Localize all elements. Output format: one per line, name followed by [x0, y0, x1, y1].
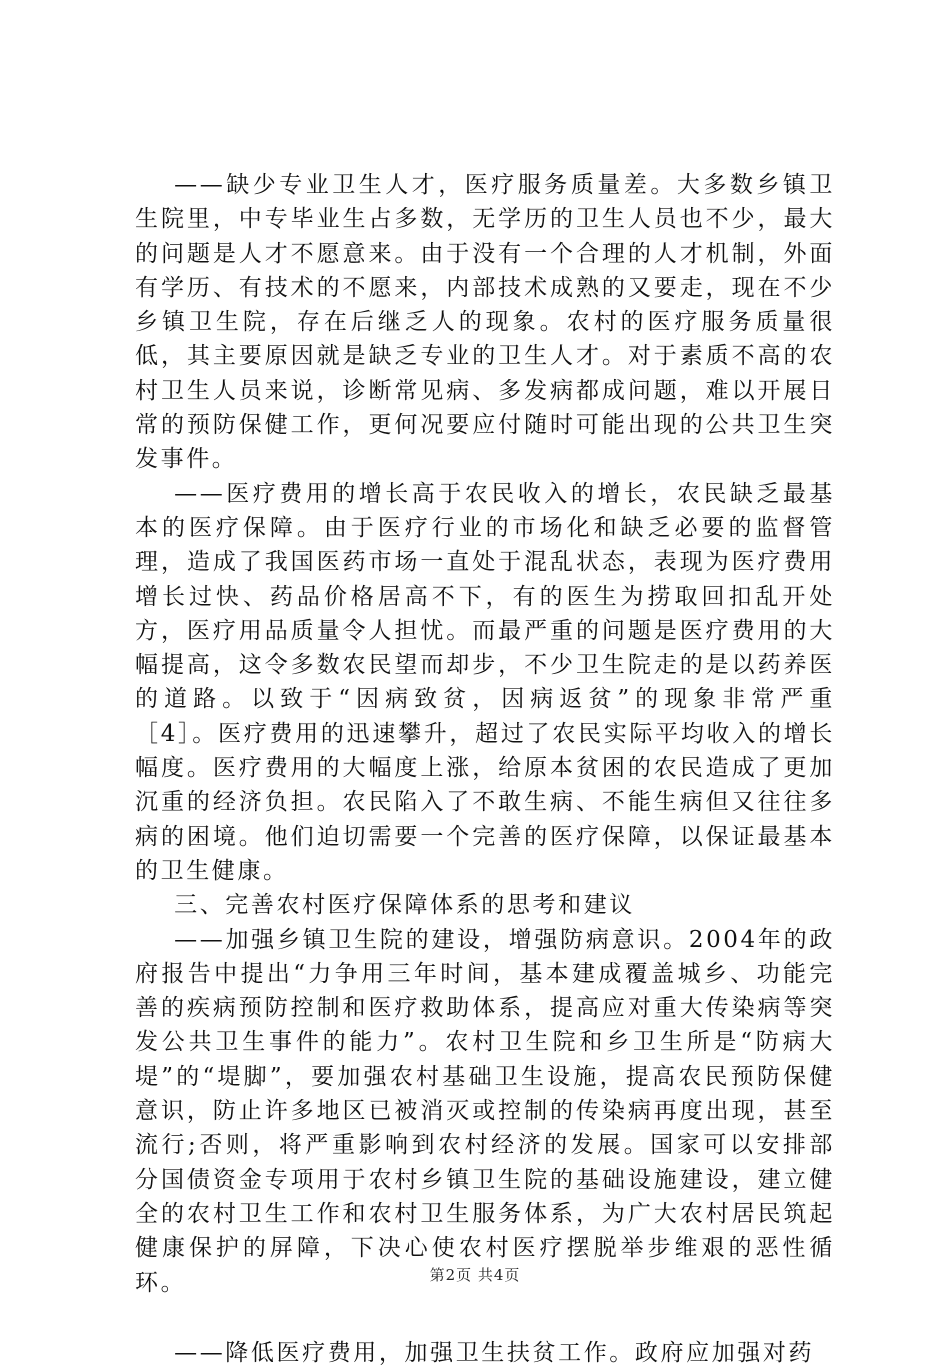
page-number-footer: 第2页 共4页: [429, 1266, 521, 1284]
section-heading: 三、完善农村医疗保障体系的思考和建议: [174, 892, 635, 919]
paragraph-spacer: [135, 1300, 835, 1336]
paragraph-medical-costs: ——医疗费用的增长高于农民收入的增长，农民缺乏最基本的医疗保障。由于医疗行业的市场化和缺乏必要的监督管理，造成了我国医药市场一直处于混乱状态，表现为医疗费用增长过快、药品价格居高不下，有的医生为捞取回扣乱开处方，医疗用品质量令人担忧。而最严重的问题是医疗费用的大幅提高，这令多数农民望而却步，不少卫生院走的是以药养医的道路。以致于“因病致贫，因病返贫”的现象非常严重［4］。医疗费用的迅速攀升，超过了农民实际平均收入的增长幅度。医疗费用的大幅度上涨，给原本贫困的农民造成了更加沉重的经济负担。农民陷入了不敢生病、不能生病但又往往多病的困境。他们迫切需要一个完善的医疗保障，以保证最基本的卫生健康。: [135, 480, 835, 884]
paragraph-staff-shortage: ——缺少专业卫生人才，医疗服务质量差。大多数乡镇卫生院里，中专毕业生占多数，无学历的卫生人员也不少，最大的问题是人才不愿意来。由于没有一个合理的人才机制，外面有学历、有技术的不愿来，内部技术成熟的又要走，现在不少乡镇卫生院，存在后继乏人的现象。农村的医疗服务质量很低，其主要原因就是缺乏专业的卫生人才。对于素质不高的农村卫生人员来说，诊断常见病、多发病都成问题，难以开展日常的预防保健工作，更何况要应付随时可能出现的公共卫生突发事件。: [135, 172, 835, 473]
paragraph-township-clinics: ——加强乡镇卫生院的建设，增强防病意识。2004年的政府报告中提出“力争用三年时间，基本建成覆盖城乡、功能完善的疾病预防控制和医疗救助体系，提高应对重大传染病等突发公共卫生事件的能力”。农村卫生院和乡卫生所是“防病大堤”的“堤脚”，要加强农村基础卫生设施，提高农民预防保健意识，防止许多地区已被消灭或控制的传染病再度出现，甚至流行;否则，将严重影响到农村经济的发展。国家可以安排部分国债资金专项用于农村乡镇卫生院的基础设施建设，建立健全的农村卫生工作和农村卫生服务体系，为广大农村居民筑起健康保护的屏障，下决心使农村医疗摆脱举步维艰的恶性循环。: [135, 926, 835, 1296]
document-body: [135, 168, 835, 1370]
paragraph-reduce-costs: ——降低医疗费用，加强卫生扶贫工作。政府应加强对药: [174, 1339, 815, 1366]
